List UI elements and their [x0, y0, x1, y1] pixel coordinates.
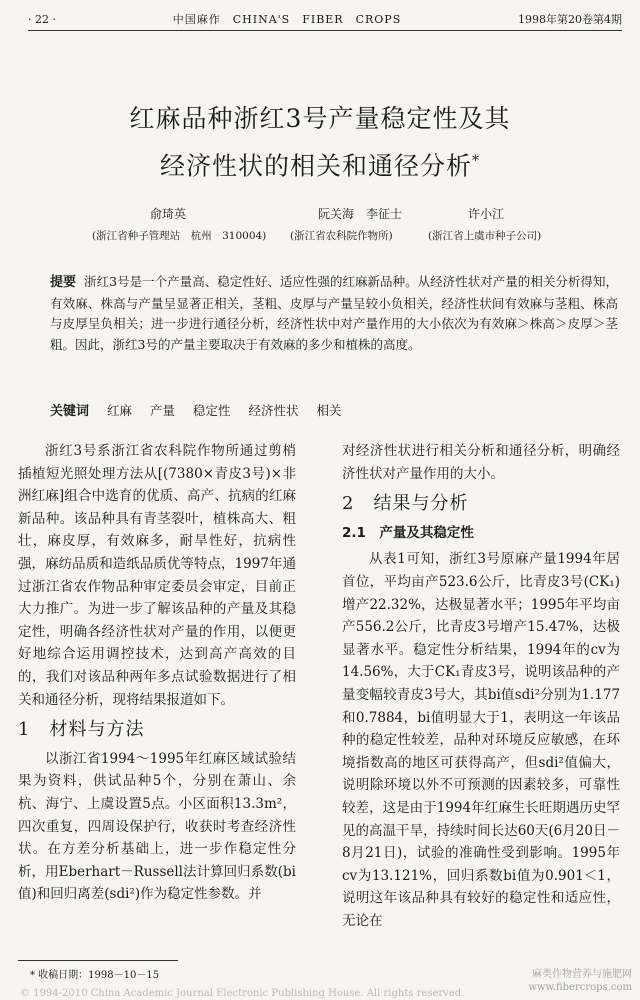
- page-number: · 22 ·: [28, 12, 56, 26]
- keyword: 红麻: [107, 403, 133, 418]
- keyword: 稳定性: [193, 403, 231, 418]
- keyword: 经济性状: [248, 403, 299, 418]
- keywords-label: 关键词: [50, 404, 90, 419]
- issue-info: 1998年第20卷第4期: [518, 13, 622, 26]
- title-footnote-mark: *: [472, 153, 480, 169]
- abstract-text: 浙红3号是一个产量高、稳定性好、适应性强的红麻新品种。从经济性状对产量的相关分析得知，有效麻、株高与产量呈显著正相关，茎粗、皮厚与产量呈较小负相关，经济性状间有效麻与茎粗、株高与皮厚呈负相关；进一步进行通径分析，经济性状中对产量作用的大小依次为有效麻＞株高＞皮厚＞茎粗。因此，浙红3号的产量主要取决于有效麻的多少和植株的高度。: [50, 274, 618, 352]
- keyword: 相关: [316, 403, 342, 418]
- author-1: 俞琦英: [150, 207, 187, 221]
- title-line-2: 经济性状的相关和通径分析: [159, 151, 472, 181]
- title-line-1: 红麻品种浙红3号产量稳定性及其: [129, 104, 511, 133]
- footnote-received-date: * 收稿日期：1998－10－15: [30, 970, 160, 981]
- watermark-line-1: 麻类作物营养与施肥网: [532, 969, 632, 980]
- subsection-heading-yield: 2.1 产量及其稳定性: [342, 524, 474, 541]
- affiliation-3: (浙江省上虞市种子公司): [428, 230, 542, 242]
- intro-paragraph: 浙红3号系浙江省农科院作物所通过剪梢插植短光照处理方法从[(7380×青皮3号)×非洲红麻]组合中选育的优质、高产、抗病的红麻新品种。该品种具有青茎裂叶，植株高大、粗壮，麻皮厚，有效麻多，耐旱性好，抗病性强，麻纺品质和造纸品质优等特点，1997年通过浙江省农作物品种审定委员会审定，目前正大力推广。为进一步了解该品种的产量及其稳定性，明确各经济性状对产量的作用，以便更好地综合运用调控技术，达到高产高效的目的，我们对该品种两年多点试验数据进行了相关和通径分析，现将结果报道如下。: [18, 443, 296, 708]
- copyright-notice: © 1994-2010 China Academic Journal Electronic Publishing House. All rights reserved.: [20, 988, 465, 999]
- author-3: 许小江: [468, 207, 505, 221]
- continuation-paragraph: 对经济性状进行相关分析和通径分析，明确经济性状对产量作用的大小。: [342, 443, 620, 482]
- section-heading-results: 2 结果与分析: [342, 493, 469, 515]
- running-header: [28, 8, 622, 31]
- affiliation-2: (浙江省农科院作物所): [290, 230, 393, 242]
- footnote-divider: [18, 960, 178, 961]
- keywords: [50, 400, 618, 419]
- author-2: 阮关海 李征士: [318, 207, 403, 221]
- results-paragraph: 从表1可知，浙红3号原麻产量1994年居首位，平均亩产523.6公斤，比青皮3号(CK₁)增产22.32%，达极显著水平；1995年平均亩产556.2公斤，比青皮3号增产15.47%，达极显著水平。稳定性分析结果，1994年的cv为14.56%，大于CK₁青皮3号，说明该品种的产量变幅较青皮3号大，其bi值sdi²分别为1.177和0.7884，bi值明显大于1，表明这一年该品种的稳定性较差，品种对环境反应敏感，在环境指数高的地区可获得高产，但sdi²值偏大，说明除环境以外不可预测的因素较多，可靠性较差，这是由于1994年红麻生长旺期遇历史罕见的高温干旱，持续时间长达60天(6月20日－8月21日)，试验的准确性受到影响。1995年cv为13.121%，回归系数bi值为0.901＜1，说明这年该品种具有较好的稳定性和适应性，无论在: [342, 551, 620, 929]
- abstract-label: 提要: [50, 275, 77, 290]
- left-column: [18, 440, 296, 906]
- methods-paragraph: 以浙江省1994～1995年红麻区域试验结果为资料，供试品种5个，分别在萧山、余杭、海宁、上虞设置5点。小区面积13.3m²，四次重复，四周设保护行，收获时考查经济性状。在方差分析基础上，进一步作稳定性分析，用Eberhart－Russell法计算回归系数(bi值)和回归离差(sdi²)作为稳定性参数。并: [18, 750, 296, 903]
- author-list: [0, 205, 640, 223]
- affiliation-list: [0, 228, 640, 246]
- right-column: [342, 440, 620, 932]
- affiliation-1: (浙江省种子管理站 杭州 310004): [92, 230, 267, 242]
- watermark-line-2: www.fibercrops.com: [528, 982, 632, 993]
- journal-name: 中国麻作 CHINA'S FIBER CROPS: [172, 13, 402, 26]
- paper-title: [40, 98, 600, 187]
- abstract: [50, 272, 618, 355]
- section-heading-methods: 1 材料与方法: [18, 719, 145, 741]
- keyword: 产量: [150, 403, 176, 418]
